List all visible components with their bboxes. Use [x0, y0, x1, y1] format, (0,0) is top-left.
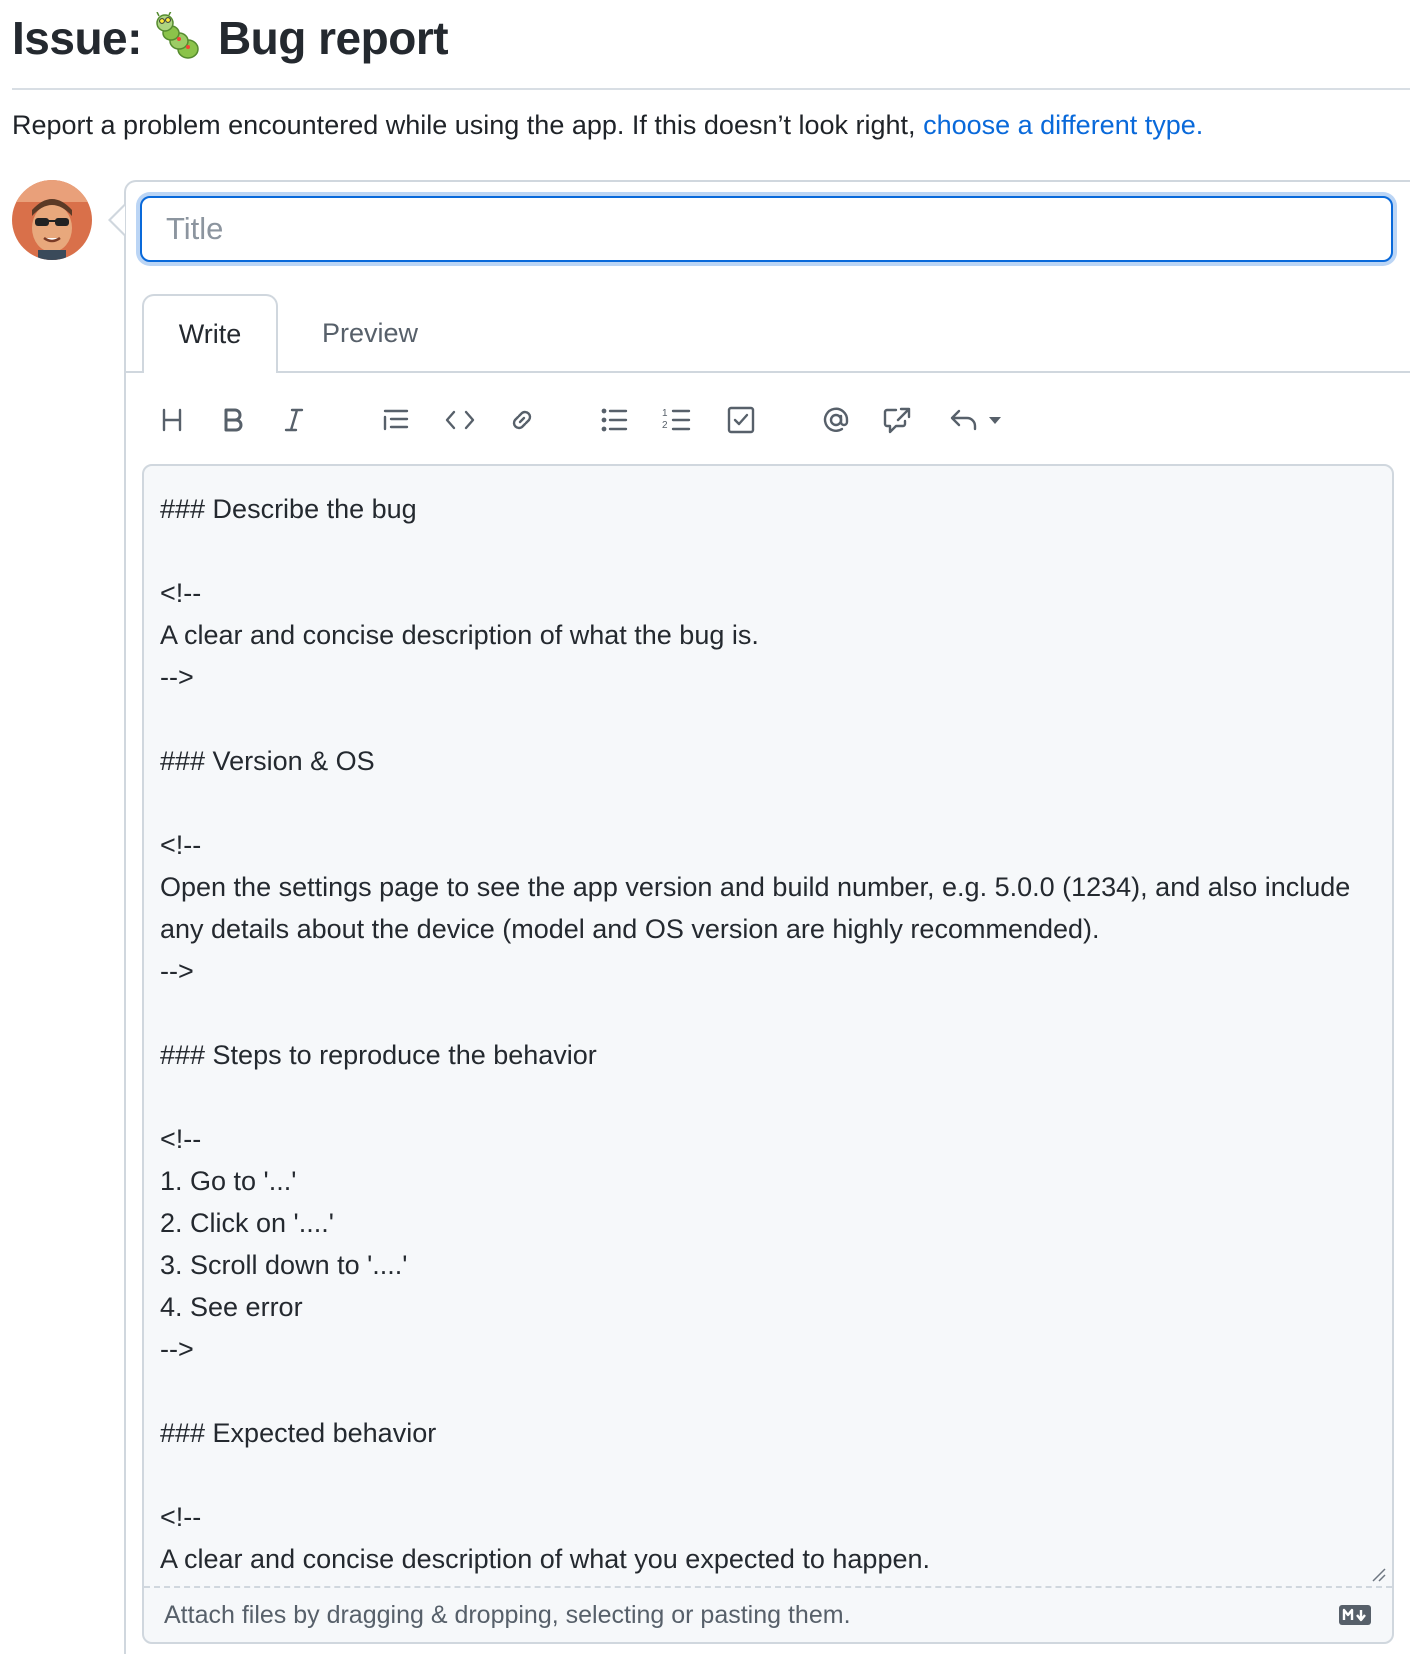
title-input[interactable]: [140, 196, 1393, 262]
quote-icon[interactable]: [374, 398, 418, 442]
task-list-icon[interactable]: [719, 398, 763, 442]
svg-text:2: 2: [662, 420, 668, 431]
description-text: Report a problem encountered while using the app. If this doesn’t look right,: [12, 110, 916, 140]
tab-preview[interactable]: Preview: [321, 318, 419, 348]
page-title: [12, 0, 448, 76]
issue-type-title: Bug report: [217, 12, 449, 64]
heading-icon[interactable]: [150, 398, 194, 442]
header-divider: [12, 88, 1410, 90]
markdown-icon[interactable]: [1338, 1604, 1372, 1626]
attach-files-bar[interactable]: [144, 1586, 1392, 1642]
comment-caret-inner: [111, 206, 125, 234]
issue-body-text[interactable]: ### Describe the bug <!-- A clear and concise description of what the bug is. --> ### Version & OS <!-- Open the settings page to see the app version and build number, e.g. 5.0.0 (1234), and also include any details about the device (model and OS version are highly recommended). --> ### Steps to reproduce the behavior <!-- 1. Go to '...' 2. Click on '....' 3. Scroll down to '....' 4. See error --> ### Expected behavior <!-- A clear and concise description of what you expected to happen.: [160, 494, 1351, 1574]
svg-text:1: 1: [662, 408, 668, 419]
unordered-list-icon[interactable]: [593, 398, 637, 442]
cross-reference-icon[interactable]: [876, 398, 920, 442]
bold-icon[interactable]: [211, 398, 255, 442]
link-icon[interactable]: [500, 398, 544, 442]
tab-write[interactable]: Write: [142, 294, 278, 373]
code-icon[interactable]: [438, 398, 482, 442]
attach-files-text: Attach files by dragging & dropping, selecting or pasting them.: [164, 1600, 851, 1629]
template-description: [12, 110, 1203, 141]
mention-icon[interactable]: [814, 398, 858, 442]
choose-different-type-link[interactable]: choose a different type.: [923, 110, 1204, 140]
resize-handle-icon[interactable]: [1370, 1566, 1386, 1582]
bug-icon: [154, 12, 206, 64]
issue-body-editor[interactable]: [142, 464, 1394, 1644]
ordered-list-icon[interactable]: [655, 398, 699, 442]
avatar[interactable]: [12, 180, 92, 260]
italic-icon[interactable]: [272, 398, 316, 442]
issue-prefix: Issue:: [12, 12, 142, 64]
saved-replies-icon[interactable]: [944, 398, 1014, 442]
